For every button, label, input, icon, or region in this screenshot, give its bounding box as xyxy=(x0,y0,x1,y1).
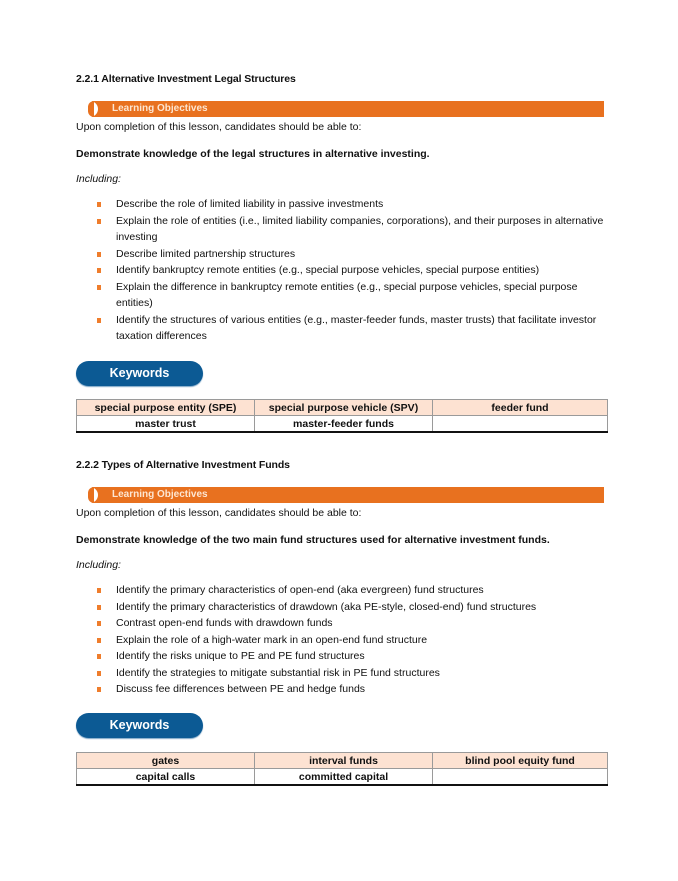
learning-objectives-label: Learning Objectives xyxy=(112,489,208,500)
table-row xyxy=(77,753,608,769)
intro-text: Upon completion of this lesson, candidates should be able to: xyxy=(76,121,362,133)
keyword-cell: interval funds xyxy=(255,753,433,769)
list-item: Identify the risks unique to PE and PE fund structures xyxy=(96,648,608,665)
banner-cap xyxy=(88,487,94,503)
keywords-badge: Keywords xyxy=(76,713,203,738)
list-item: Identify bankruptcy remote entities (e.g., special purpose vehicles, special purpose entities) xyxy=(96,262,608,279)
list-item: Describe limited partnership structures xyxy=(96,246,608,263)
list-item: Discuss fee differences between PE and hedge funds xyxy=(96,681,608,698)
keyword-cell xyxy=(433,769,608,786)
objective-text: Demonstrate knowledge of the legal structures in alternative investing. xyxy=(76,148,430,160)
keyword-cell: gates xyxy=(77,753,255,769)
keyword-cell: capital calls xyxy=(77,769,255,786)
list-item: Identify the primary characteristics of open-end (aka evergreen) fund structures xyxy=(96,582,608,599)
intro-text: Upon completion of this lesson, candidates should be able to: xyxy=(76,507,362,519)
list-item: Contrast open-end funds with drawdown funds xyxy=(96,615,608,632)
keyword-cell: blind pool equity fund xyxy=(433,753,608,769)
list-item: Identify the primary characteristics of drawdown (aka PE-style, closed-end) fund structures xyxy=(96,599,608,616)
keyword-cell: special purpose entity (SPE) xyxy=(77,400,255,416)
keyword-cell: committed capital xyxy=(255,769,433,786)
keywords-badge: Keywords xyxy=(76,361,203,386)
learning-objectives-banner xyxy=(92,101,604,117)
keywords-table xyxy=(76,752,608,786)
keywords-table xyxy=(76,399,608,433)
keyword-cell: master-feeder funds xyxy=(255,416,433,433)
including-label: Including: xyxy=(76,559,121,571)
table-row xyxy=(77,400,608,416)
list-item: Explain the role of entities (i.e., limited liability companies, corporations), and their purposes in alternative investing xyxy=(96,213,608,246)
table-row xyxy=(77,416,608,433)
list-item: Identify the strategies to mitigate substantial risk in PE fund structures xyxy=(96,665,608,682)
keyword-cell xyxy=(433,416,608,433)
keyword-cell: master trust xyxy=(77,416,255,433)
objective-text: Demonstrate knowledge of the two main fund structures used for alternative investment funds. xyxy=(76,534,550,546)
list-item: Explain the role of a high-water mark in an open-end fund structure xyxy=(96,632,608,649)
list-item: Describe the role of limited liability in passive investments xyxy=(96,196,608,213)
keyword-cell: special purpose vehicle (SPV) xyxy=(255,400,433,416)
banner-cap xyxy=(88,101,94,117)
learning-objectives-label: Learning Objectives xyxy=(112,103,208,114)
keyword-cell: feeder fund xyxy=(433,400,608,416)
section-title: 2.2.1 Alternative Investment Legal Structures xyxy=(76,73,296,85)
section-title: 2.2.2 Types of Alternative Investment Funds xyxy=(76,459,290,471)
learning-objectives-banner xyxy=(92,487,604,503)
objectives-list xyxy=(96,196,608,345)
objectives-list xyxy=(96,582,608,698)
including-label: Including: xyxy=(76,173,121,185)
list-item: Explain the difference in bankruptcy remote entities (e.g., special purpose vehicles, special purpose entities) xyxy=(96,279,608,312)
list-item: Identify the structures of various entities (e.g., master-feeder funds, master trusts) that facilitate investor taxation differences xyxy=(96,312,608,345)
table-row xyxy=(77,769,608,786)
